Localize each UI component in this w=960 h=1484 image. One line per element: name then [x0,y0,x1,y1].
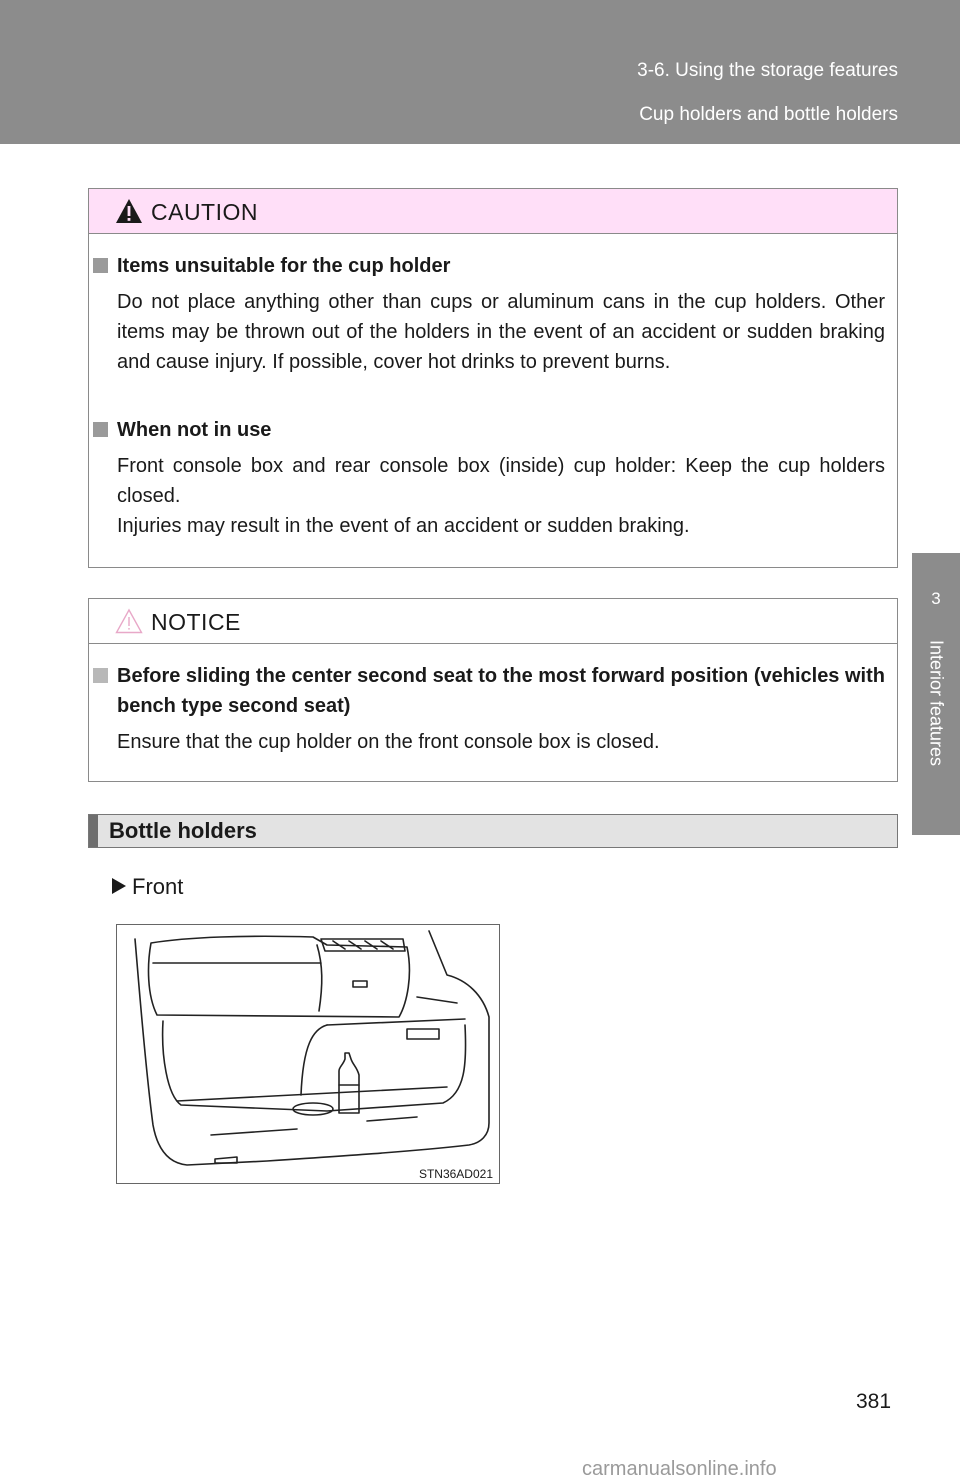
door-panel-drawing [117,925,499,1183]
caution-item-body: Do not place anything other than cups or aluminum cans in the cup holders. Other items may be thrown out of the holders in the event of an accident or sudden braking and cause injury. If possible, cover hot drinks to prevent burns. [117,291,885,373]
chapter-tab [912,553,960,835]
caution-item [105,415,885,541]
notice-box [88,598,898,782]
section-heading [88,814,898,848]
caution-box [88,188,898,568]
subsection-title: Cup holders and bottle holders [639,104,898,125]
caution-item-body-line: Injuries may result in the event of an accident or sudden braking. [117,515,690,537]
caution-item [105,251,885,377]
front-label-text: Front [132,874,184,899]
notice-item-body: Ensure that the cup holder on the front console box is closed. [117,731,660,753]
notice-item-title: Before sliding the center second seat to the most forward position (vehicles with bench type second seat) [117,665,885,717]
door-bottle-holder-illustration [116,924,500,1184]
square-bullet-icon [93,258,108,273]
warning-triangle-filled-icon [115,198,143,224]
watermark-text: carmanualsonline.info [582,1458,777,1480]
notice-item [105,661,885,757]
caution-item-body-line: Front console box and rear console box (inside) cup holder: Keep the cup holders closed. [117,455,885,507]
page-number: 381 [856,1390,892,1413]
square-bullet-icon [93,422,108,437]
figure-code: STN36AD021 [418,1167,493,1181]
section-title: 3-6. Using the storage features [637,60,898,81]
square-bullet-icon [93,668,108,683]
right-triangle-bullet-icon [112,874,126,900]
front-label [112,874,183,900]
caution-heading: CAUTION [151,199,258,225]
caution-item-title: When not in use [117,419,272,441]
warning-triangle-outline-icon [115,608,143,634]
notice-heading: NOTICE [151,609,241,635]
section-heading-title: Bottle holders [109,818,257,843]
chapter-number: 3 [931,589,941,608]
chapter-title: Interior features [926,639,947,767]
caution-item-title: Items unsuitable for the cup holder [117,255,451,277]
caution-header [89,189,897,234]
notice-header [89,599,897,644]
heading-accent-bar [89,815,98,847]
page-header [0,0,960,144]
